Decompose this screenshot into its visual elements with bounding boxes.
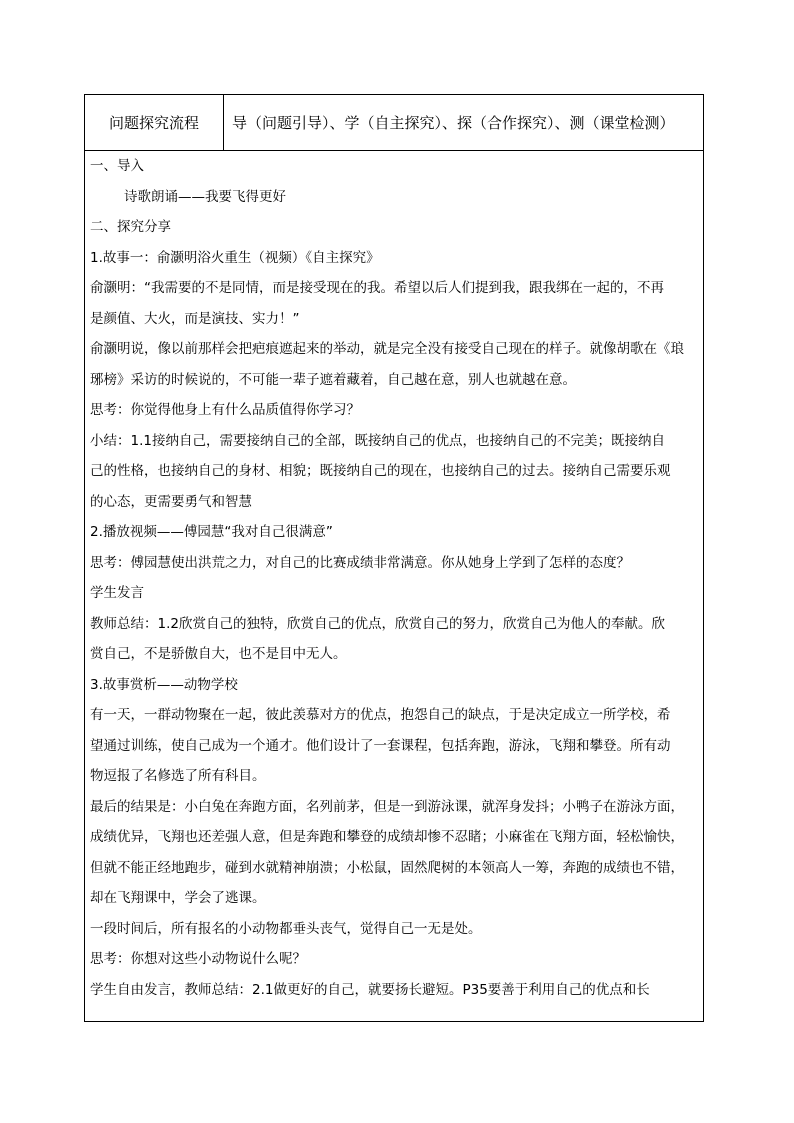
text-line: 有一天，一群动物聚在一起，彼此羡慕对方的优点，抱怨自己的缺点，于是决定成立一所学校，希 [90, 707, 671, 723]
video-title: 2.播放视频——傅园慧“我对自己很满意” [90, 524, 333, 540]
text-line: 成绩优异，飞翔也还差强人意，但是奔跑和攀登的成绩却惨不忍睹；小麻雀在飞翔方面，轻松愉快， [90, 829, 684, 845]
question-line: 思考：你想对这些小动物说什么呢？ [90, 951, 306, 967]
poem-recitation: 诗歌朗诵——我要飞得更好 [124, 188, 286, 205]
text-line: 但就不能正经地跑步，碰到水就精神崩溃；小松鼠，固然爬树的本领高人一筹，奔跑的成绩也不错， [90, 859, 684, 876]
text-line: 一段时间后，所有报名的小动物都垂头丧气，觉得自己一无是处。 [90, 920, 482, 937]
process-value: 导（问题引导）、学（自主探究）、探（合作探究）、测（课堂检测） [232, 114, 675, 132]
text-line: 物逗报了名修选了所有科目。 [90, 768, 266, 784]
story-one-title: 1.故事一：俞灏明浴火重生（视频）《自主探究》 [90, 249, 380, 266]
section-heading-intro: 一、导入 [90, 158, 144, 174]
teacher-summary-line: 学生自由发言，教师总结：2.1做更好的自己，就要扬长避短。P35要善于利用自己的优点和长 [90, 981, 650, 998]
summary-line: 己的性格，也接纳自己的身材、相貌；既接纳自己的现在，也接纳自己的过去。接纳自己需要乐观 [90, 463, 671, 479]
summary-line: 小结：1.1接纳自己，需要接纳自己的全部，既接纳自己的优点，也接纳自己的不完美；既接纳自 [90, 432, 665, 449]
lesson-content [85, 151, 703, 1005]
table-header-row [85, 95, 703, 151]
text-line: 俞灏明说，像以前那样会把疤痕遮起来的举动，就是完全没有接受自己现在的样子。就像胡歌在《琅 [90, 341, 684, 357]
student-speech: 学生发言 [90, 585, 144, 601]
text-line: 俞灏明：“我需要的不是同情，而是接受现在的我。希望以后人们提到我，跟我绑在一起的，不再 [90, 280, 664, 296]
lesson-plan-table [84, 94, 704, 1022]
teacher-summary-line: 赏自己，不是骄傲自大，也不是目中无人。 [90, 646, 347, 662]
summary-line: 的心态，更需要勇气和智慧 [90, 493, 252, 510]
text-line: 最后的结果是：小白兔在奔跑方面，名列前茅，但是一到游泳课，就浑身发抖；小鸭子在游泳方面， [90, 798, 684, 815]
text-line: 是颜值、大火，而是演技、实力！” [90, 310, 300, 327]
story-three-title: 3.故事赏析——动物学校 [90, 676, 238, 693]
section-heading-explore: 二、探究分享 [90, 219, 171, 235]
process-label: 问题探究流程 [85, 95, 224, 150]
text-line: 琊榜》采访的时候说的，不可能一辈子遮着藏着，自己越在意，别人也就越在意。 [90, 371, 576, 388]
teacher-summary-line: 教师总结：1.2欣赏自己的独特，欣赏自己的优点，欣赏自己的努力，欣赏自己为他人的奉献。欣 [90, 615, 665, 632]
question-line: 思考：傅园慧使出洪荒之力，对自己的比赛成绩非常满意。你从她身上学到了怎样的态度？ [90, 554, 630, 571]
text-line: 却在飞翔课中，学会了逃课。 [90, 890, 266, 906]
text-line: 望通过训练，使自己成为一个通才。他们设计了一套课程，包括奔跑，游泳，飞翔和攀登。所有动 [90, 737, 671, 754]
question-line: 思考：你觉得他身上有什么品质值得你学习？ [90, 402, 360, 418]
